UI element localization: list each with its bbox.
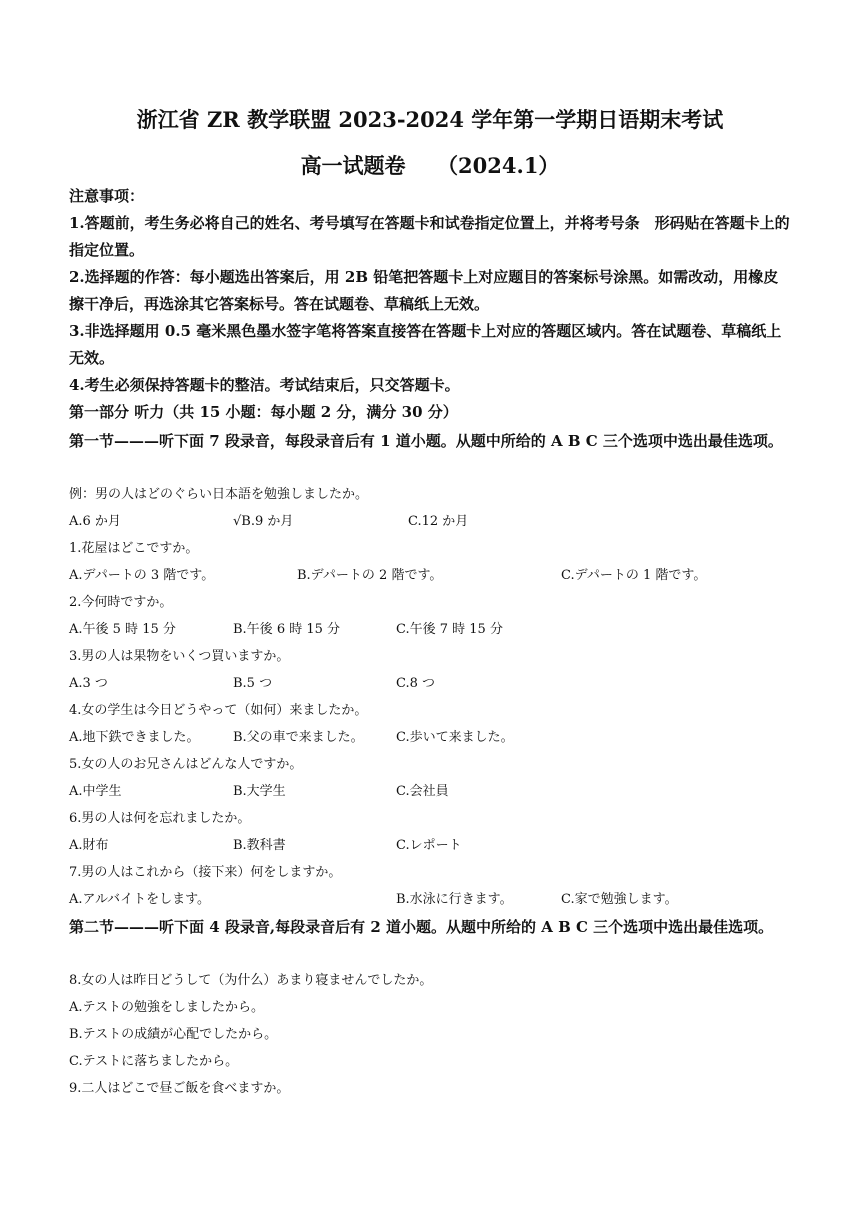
notice-item-4: 4.考生必须保持答题卡的整洁。考试结束后，只交答题卡。	[69, 376, 460, 394]
question-8: 8.女の人は昨日どうして（为什么）あまり寝ませんでしたか。	[69, 973, 433, 988]
q2-option-a: A.午後 5 時 15 分	[69, 622, 176, 637]
question-9: 9.二人はどこで昼ご飯を食べますか。	[69, 1081, 290, 1096]
example-option-c: C.12 か月	[408, 514, 469, 529]
question-5: 5.女の人のお兄さんはどんな人ですか。	[69, 757, 303, 772]
question-3: 3.男の人は果物をいくつ買いますか。	[69, 649, 290, 664]
question-2: 2.今何時ですか。	[69, 595, 173, 610]
q5-option-b: B.大学生	[233, 784, 286, 799]
q6-option-c: C.レポート	[396, 838, 462, 853]
q2-option-b: B.午後 6 時 15 分	[233, 622, 341, 637]
q3-option-b: B.5 つ	[233, 676, 273, 691]
q2-option-c: C.午後 7 時 15 分	[396, 622, 503, 637]
part1-heading: 第一部分 听力（共 15 小题：每小题 2 分，满分 30 分）	[69, 403, 458, 421]
example-question: 例：男の人はどのぐらい日本語を勉強しましたか。	[69, 487, 369, 502]
q1-option-a: A.デパートの 3 階です。	[69, 568, 215, 583]
q8-option-a: A.テストの勉強をしましたから。	[69, 1000, 265, 1015]
section1-instructions: 第一节———听下面 7 段录音，每段录音后有 1 道小题。从题中所给的 A B C 三个选项中选出最佳选项。	[69, 432, 783, 450]
q7-option-b: B.水泳に行きます。	[396, 892, 513, 907]
notice-heading: 注意事项：	[69, 187, 145, 205]
q4-option-a: A.地下鉄できました。	[69, 730, 200, 745]
question-4: 4.女の学生は今日どうやって（如何）来ましたか。	[69, 703, 368, 718]
q1-option-c: C.デパートの 1 階です。	[561, 568, 707, 583]
question-6: 6.男の人は何を忘れましたか。	[69, 811, 251, 826]
q3-option-a: A.3 つ	[69, 676, 108, 691]
example-option-a: A.6 か月	[69, 514, 121, 529]
q4-option-c: C.歩いて来ました。	[396, 730, 514, 745]
q1-option-b: B.デパートの 2 階です。	[297, 568, 443, 583]
q8-option-c: C.テストに落ちましたから。	[69, 1054, 239, 1069]
q7-option-c: C.家で勉強します。	[561, 892, 678, 907]
question-7: 7.男の人はこれから（接下来）何をしますか。	[69, 865, 342, 880]
q8-option-b: B.テストの成績が心配でしたから。	[69, 1027, 278, 1042]
q6-option-a: A.財布	[69, 838, 109, 853]
exam-title: 浙江省 ZR 教学联盟 2023-2024 学年第一学期日语期末考试	[136, 107, 724, 132]
q7-option-a: A.アルバイトをします。	[69, 892, 211, 907]
notice-item-2: 2.选择题的作答：每小题选出答案后，用 2B 铅笔把答题卡上对应题目的答案标号涂黑。如需改动，用橡皮擦干净后，再选涂其它答案标号。答在试题卷、草稿纸上无效。	[69, 268, 779, 313]
q5-option-a: A.中学生	[69, 784, 122, 799]
q3-option-c: C.8 つ	[396, 676, 436, 691]
example-option-b: √B.9 か月	[233, 514, 294, 529]
q5-option-c: C.会社員	[396, 784, 449, 799]
notice-item-1: 1.答题前，考生务必将自己的姓名、考号填写在答题卡和试卷指定位置上，并将考号条 形码贴在答题卡上的指定位置。	[69, 214, 790, 259]
q4-option-b: B.父の車で来ました。	[233, 730, 364, 745]
section2-instructions: 第二节———听下面 4 段录音,每段录音后有 2 道小题。从题中所给的 A B C 三个选项中选出最佳选项。	[69, 918, 774, 936]
q6-option-b: B.教科書	[233, 838, 286, 853]
exam-subtitle: 高一试题卷 （2024.1）	[300, 153, 560, 178]
question-1: 1.花屋はどこですか。	[69, 541, 199, 556]
notice-item-3: 3.非选择题用 0.5 毫米黑色墨水签字笔将答案直接答在答题卡上对应的答题区域内。答在试题卷、草稿纸上无效。	[69, 322, 782, 367]
